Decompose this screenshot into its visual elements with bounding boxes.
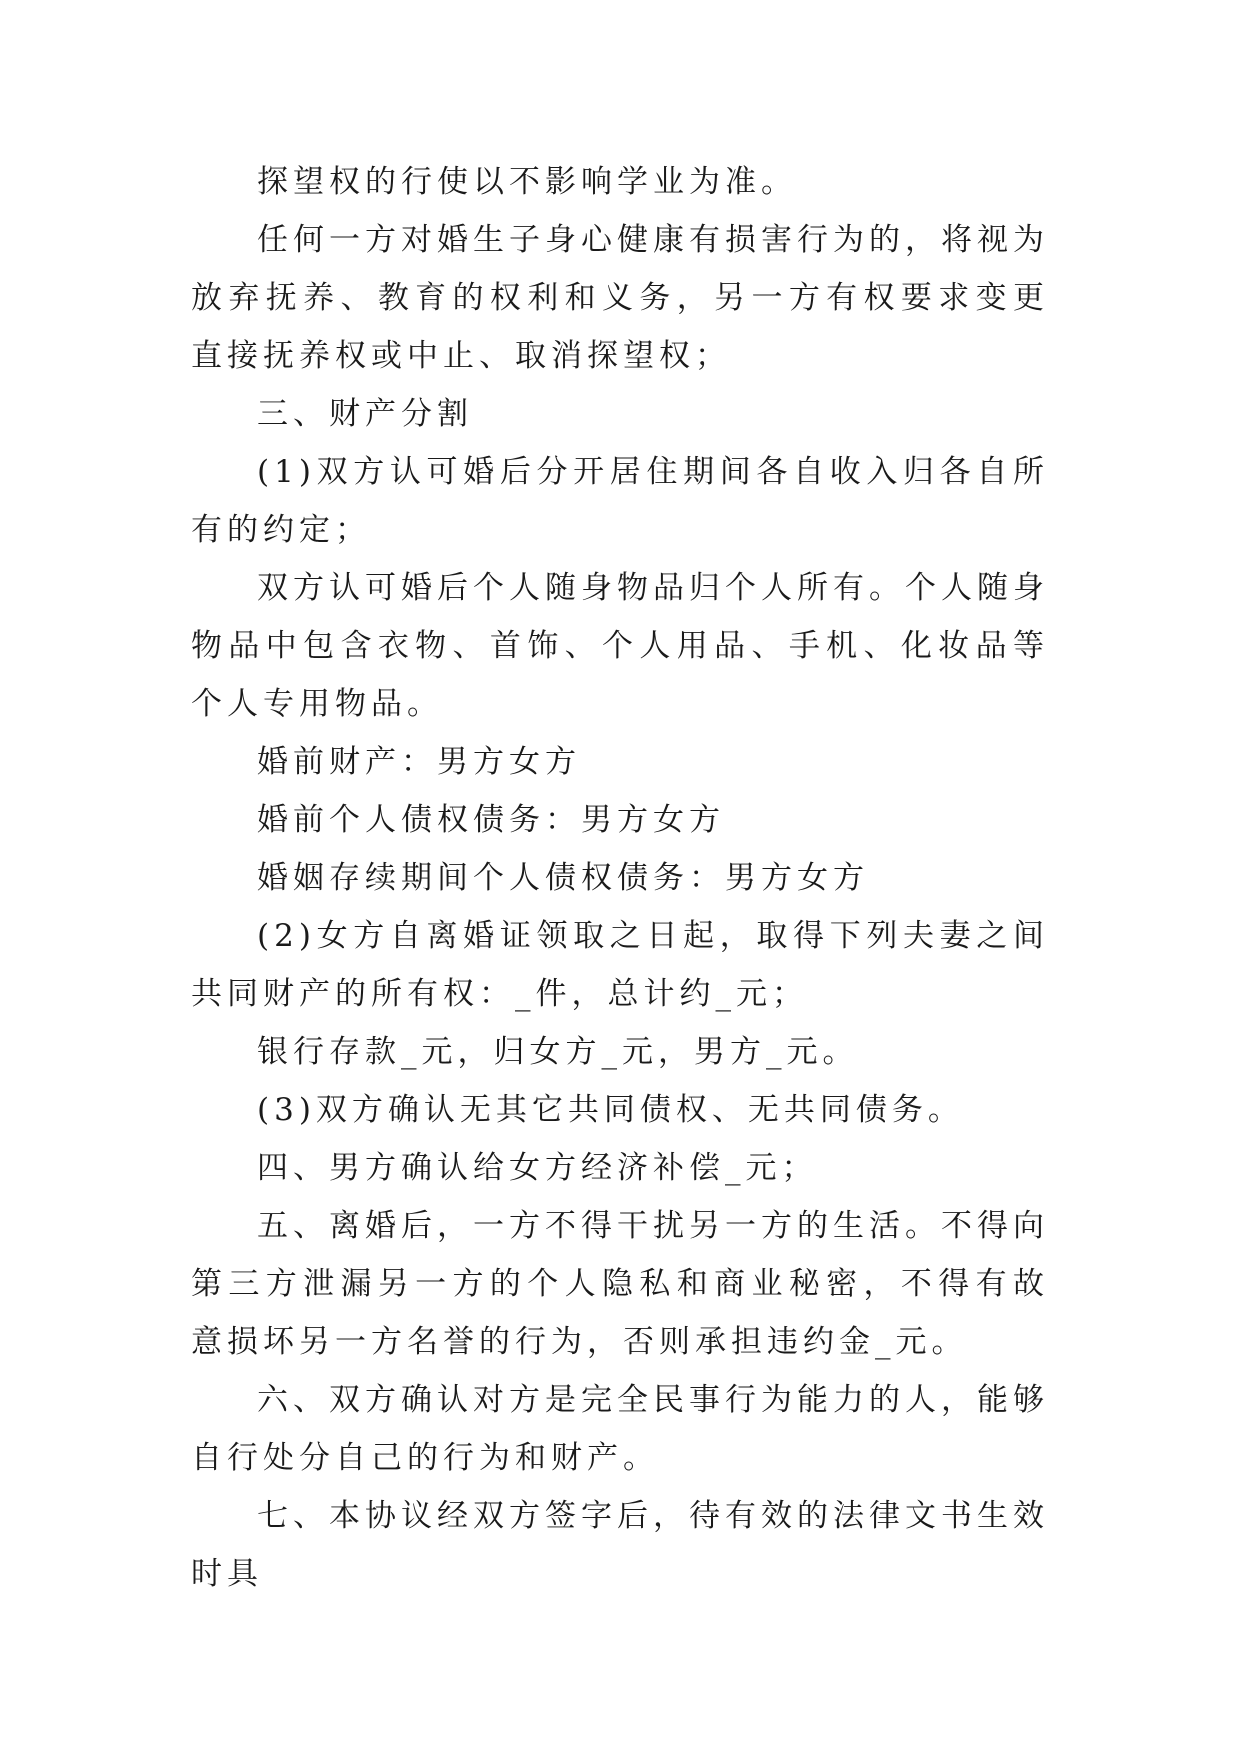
- paragraph-premarital-debts: 婚前个人债权债务：男方女方: [257, 802, 725, 838]
- section-heading-property: 三、财产分割: [257, 396, 473, 432]
- paragraph-bank-deposit: 银行存款_元，归女方_元，男方_元。: [257, 1034, 859, 1070]
- document-body: [191, 153, 1049, 1603]
- paragraph-premarital-property: 婚前财产：男方女方: [257, 744, 581, 780]
- paragraph-personal-items: 双方认可婚后个人随身物品归个人所有。个人随身物品中包含衣物、首饰、个人用品、手机、化妆品等个人专用物品。: [191, 570, 1049, 722]
- section-non-interference: 五、离婚后，一方不得干扰另一方的生活。不得向第三方泄漏另一方的个人隐私和商业秘密，不得有故意损坏另一方名誉的行为，否则承担违约金_元。: [191, 1208, 1049, 1360]
- paragraph-joint-property: (2)女方自离婚证领取之日起，取得下列夫妻之间共同财产的所有权：_件，总计约_元；: [191, 918, 1049, 1012]
- paragraph-harm-clause: 任何一方对婚生子身心健康有损害行为的，将视为放弃抚养、教育的权利和义务，另一方有权要求变更直接抚养权或中止、取消探望权；: [191, 222, 1049, 374]
- paragraph-no-joint-debts: (3)双方确认无其它共同债权、无共同债务。: [257, 1092, 964, 1128]
- paragraph-visitation-study: 探望权的行使以不影响学业为准。: [257, 164, 797, 200]
- paragraph-income-agreement: (1)双方认可婚后分开居住期间各自收入归各自所有的约定；: [191, 454, 1049, 548]
- section-compensation: 四、男方确认给女方经济补偿_元；: [257, 1150, 818, 1186]
- paragraph-marriage-debts: 婚姻存续期间个人债权债务：男方女方: [257, 860, 869, 896]
- section-capacity: 六、双方确认对方是完全民事行为能力的人，能够自行处分自己的行为和财产。: [191, 1382, 1049, 1476]
- section-effectiveness: 七、本协议经双方签字后，待有效的法律文书生效时具: [191, 1498, 1049, 1592]
